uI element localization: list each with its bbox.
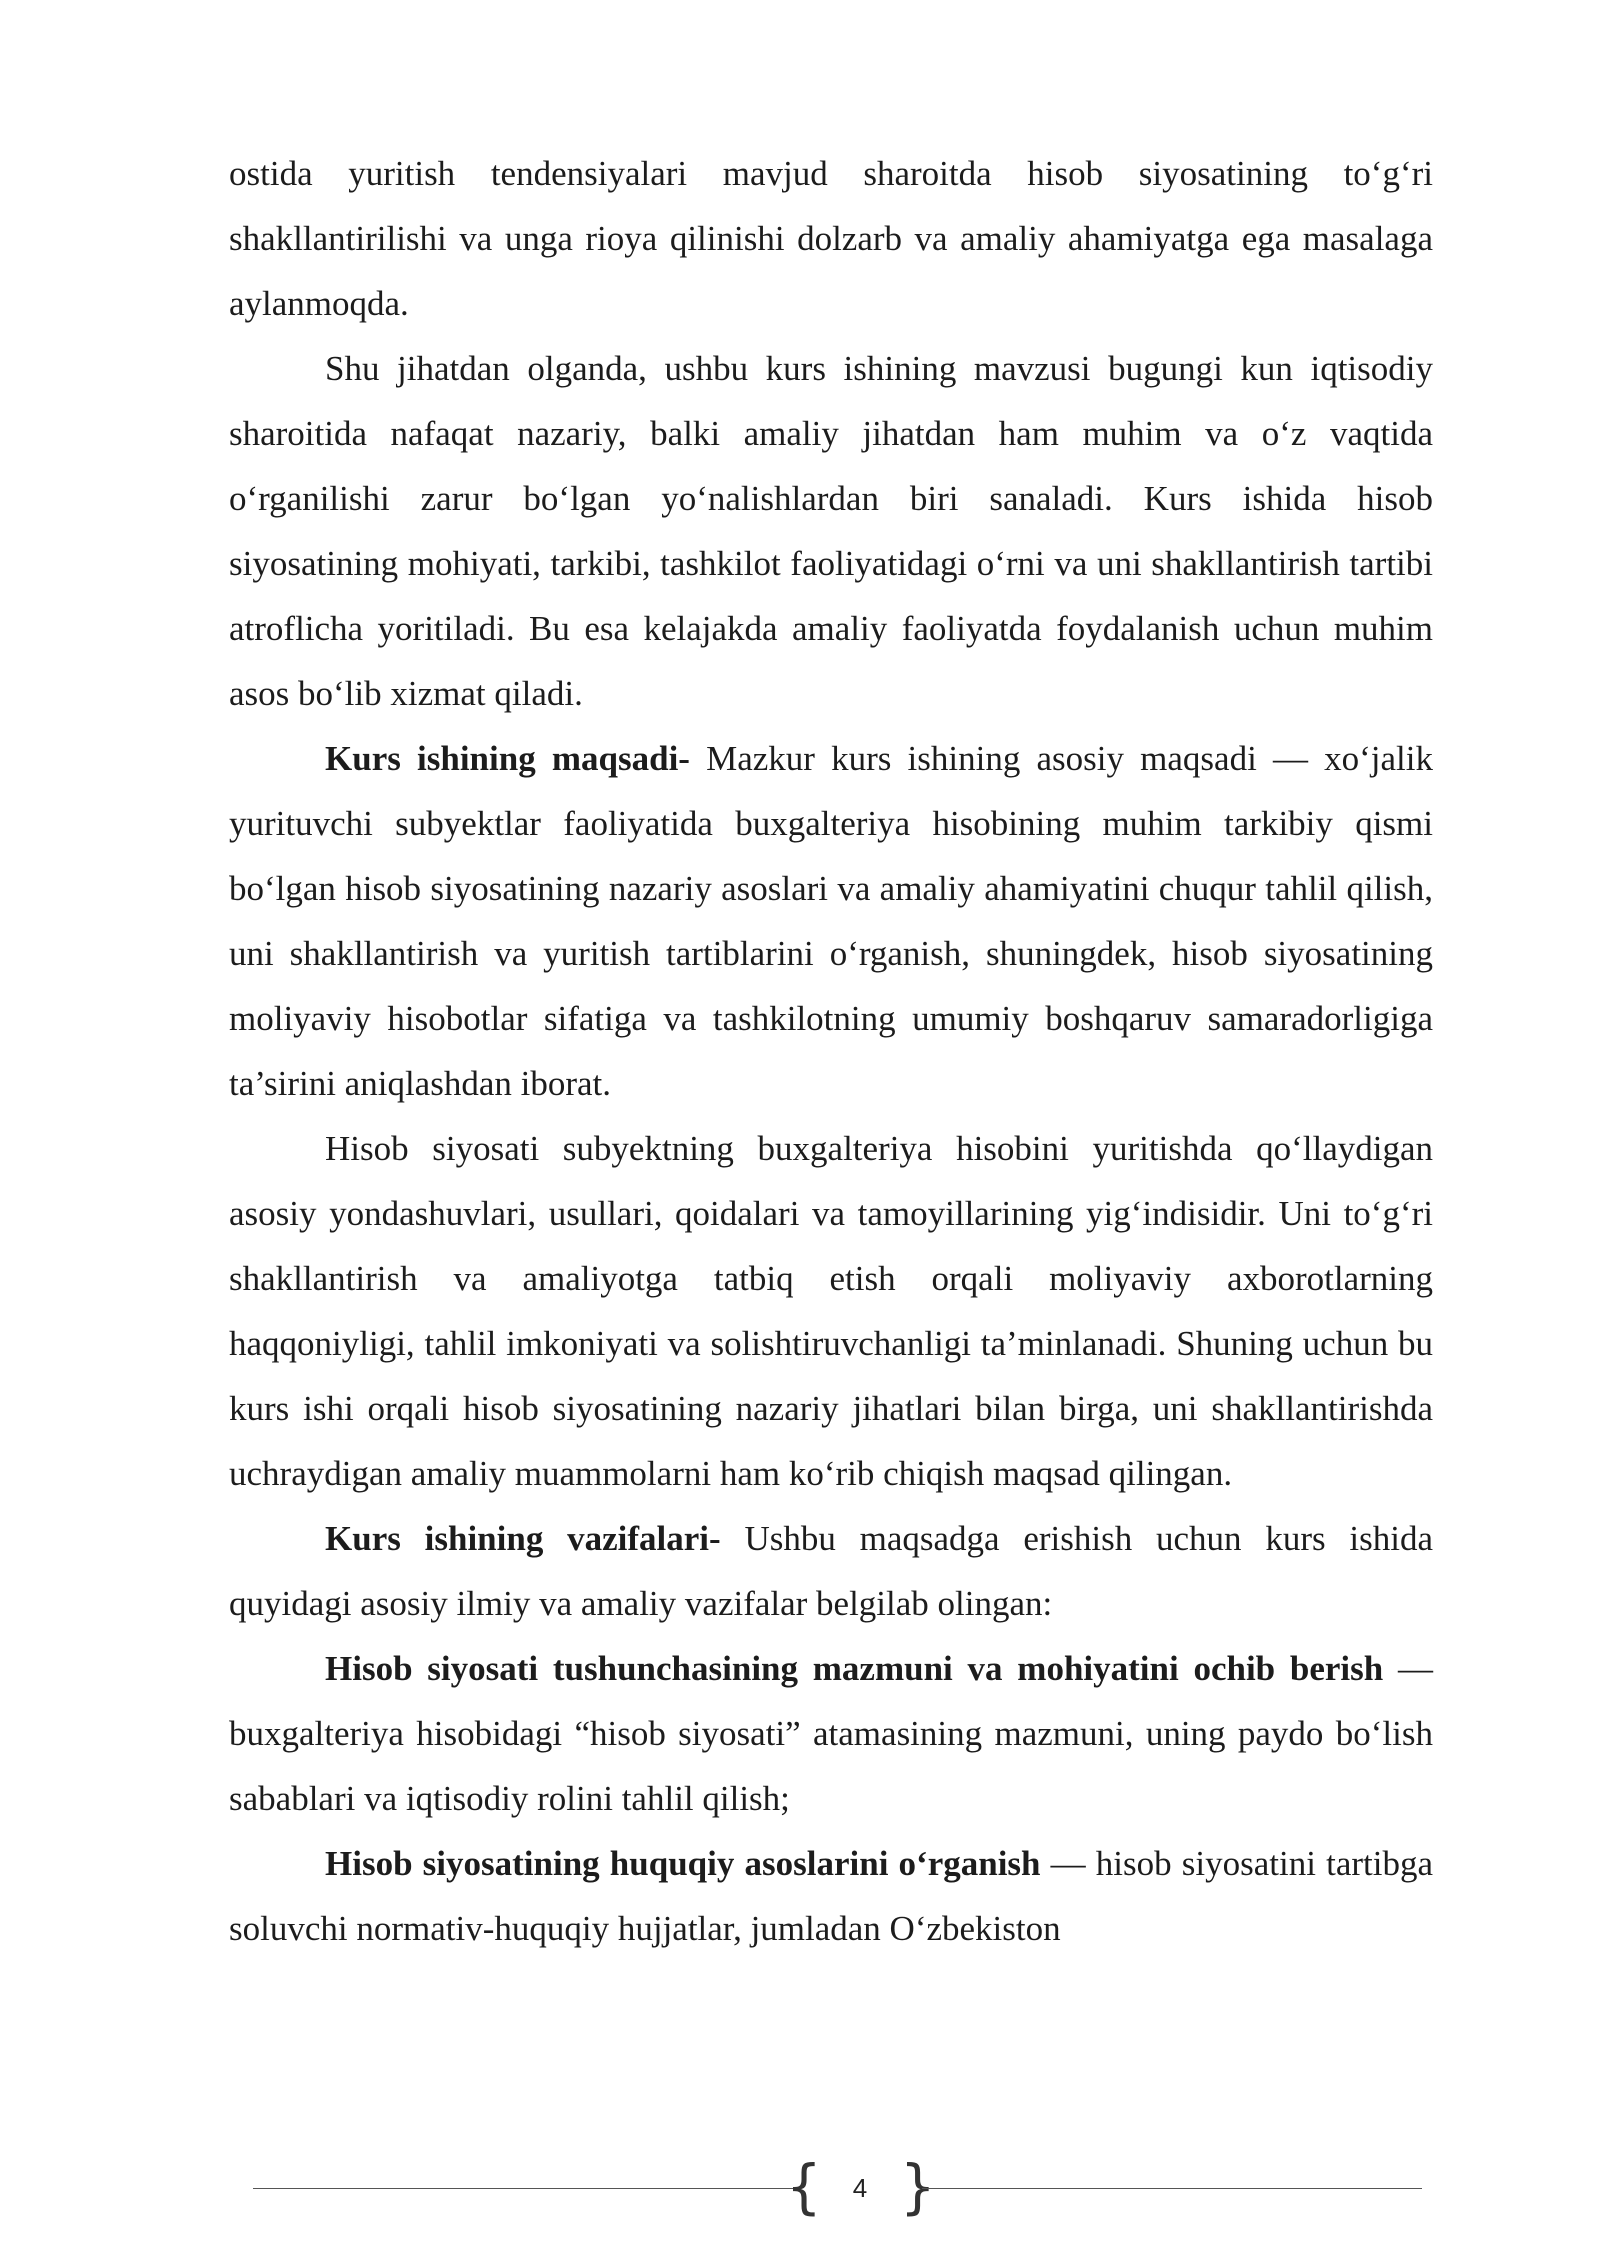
paragraph-text: — hisob siyosatini tartibga soluvchi normativ-huquqiy hujjatlar, jumladan O‘zbekiston bbox=[229, 1844, 1433, 1948]
paragraph-bold-lead: Hisob siyosati tushunchasining mazmuni va mohiyatini ochib berish bbox=[325, 1649, 1384, 1688]
paragraph-text: — buxgalteriya hisobidagi “hisob siyosati” atamasining mazmuni, uning paydo bo‘lish sabablari va iqtisodiy rolini tahlil qilish; bbox=[229, 1649, 1434, 1818]
paragraph bbox=[229, 1831, 1433, 1961]
paragraph-bold-lead: Kurs ishining vazifalari- bbox=[325, 1519, 721, 1558]
paragraph bbox=[229, 726, 1433, 1116]
paragraph-bold-lead: Kurs ishining maqsadi- bbox=[325, 739, 690, 778]
paragraph bbox=[229, 1506, 1433, 1636]
paragraph bbox=[229, 1636, 1433, 1831]
paragraph-bold-lead: Hisob siyosatining huquqiy asoslarini o‘rganish bbox=[325, 1844, 1041, 1883]
paragraph bbox=[229, 336, 1433, 726]
footer-rule-left bbox=[253, 2188, 793, 2189]
paragraph-text: Ushbu maqsadga erishish uchun kurs ishida quyidagi asosiy ilmiy va amaliy vazifalar belgilab olingan: bbox=[229, 1519, 1433, 1623]
paragraph-text: Hisob siyosati subyektning buxgalteriya hisobini yuritishda qo‘llaydigan asosiy yondashuvlari, usullari, qoidalari va tamoyillarining yig‘indisidir. Uni to‘g‘ri shakllantirish va amaliyotga tatbiq etish orqali moliyaviy axborotlarning haqqoniyligi, tahlil imkoniyati va solishtiruvchanligi ta’minlanadi. Shuning uchun bu kurs ishi orqali hisob siyosatining nazariy jihatlari bilan birga, uni shakllantirishda uchraydigan amaliy muammolarni ham ko‘rib chiqish maqsad qilingan. bbox=[229, 1129, 1433, 1493]
paragraph bbox=[229, 141, 1433, 336]
paragraph bbox=[229, 1116, 1433, 1506]
page-number: 4 bbox=[852, 2173, 868, 2203]
paragraph-text: ostida yuritish tendensiyalari mavjud sharoitda hisob siyosatining to‘g‘ri shakllantirilishi va unga rioya qilinishi dolzarb va amaliy ahamiyatga ega masalaga aylanmoqda. bbox=[229, 154, 1433, 323]
paragraph-text: Mazkur kurs ishining asosiy maqsadi — xo‘jalik yurituvchi subyektlar faoliyatida buxgalteriya hisobining muhim tarkibiy qismi bo‘lgan hisob siyosatining nazariy asoslari va amaliy ahamiyatini chuqur tahlil qilish, uni shakllantirish va yuritish tartiblarini o‘rganish, shuningdek, hisob siyosatining moliyaviy hisobotlar sifatiga va tashkilotning umumiy boshqaruv samaradorligiga ta’sirini aniqlashdan iborat. bbox=[229, 739, 1433, 1103]
page-footer bbox=[0, 2153, 1600, 2222]
footer-right-brace: } bbox=[900, 2153, 936, 2222]
footer-rule-right bbox=[922, 2188, 1422, 2189]
document-body bbox=[229, 141, 1433, 1961]
paragraph-text: Shu jihatdan olganda, ushbu kurs ishining mavzusi bugungi kun iqtisodiy sharoitida nafaqat nazariy, balki amaliy jihatdan ham muhim va o‘z vaqtida o‘rganilishi zarur bo‘lgan yo‘nalishlardan biri sanaladi. Kurs ishida hisob siyosatining mohiyati, tarkibi, tashkilot faoliyatidagi o‘rni va uni shakllantirish tartibi atroflicha yoritiladi. Bu esa kelajakda amaliy faoliyatda foydalanish uchun muhim asos bo‘lib xizmat qiladi. bbox=[229, 349, 1433, 713]
footer-left-brace: { bbox=[786, 2153, 822, 2222]
